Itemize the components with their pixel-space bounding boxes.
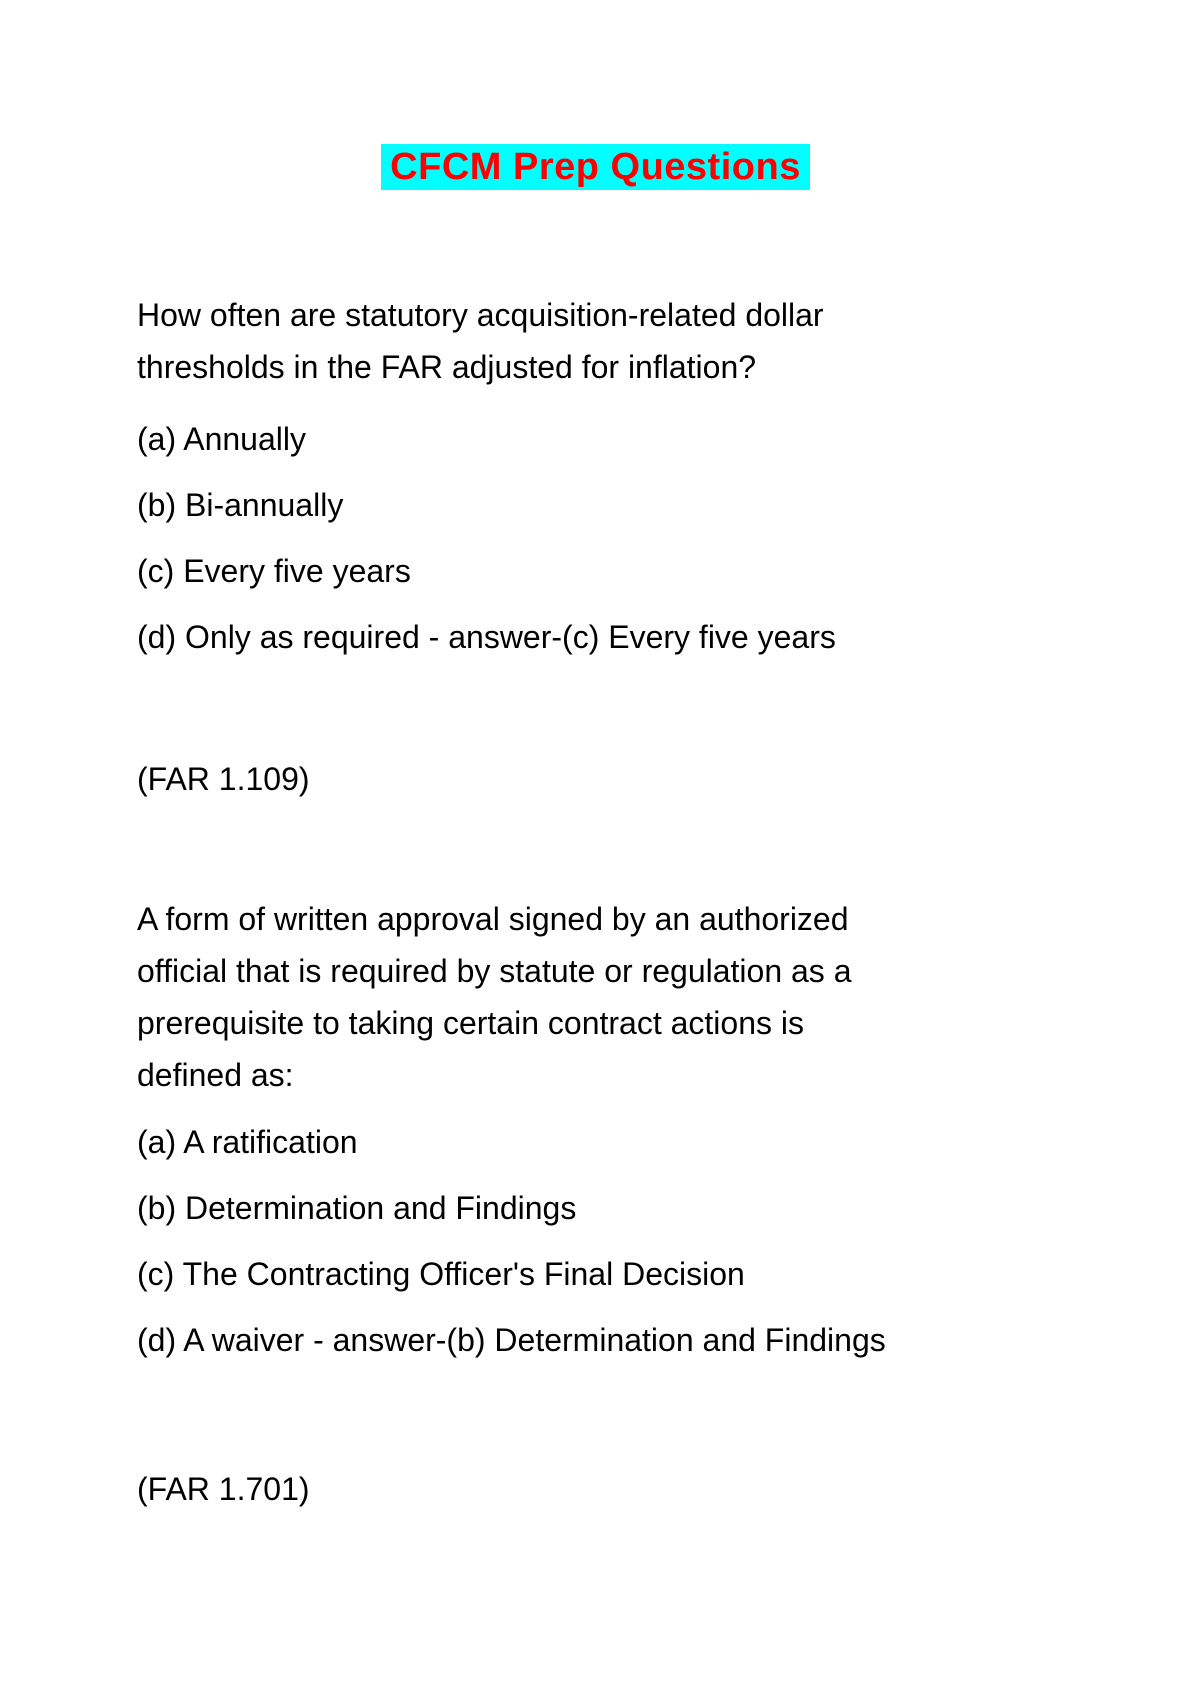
question-2-far-reference: (FAR 1.701) <box>137 1471 310 1507</box>
question-1-text-line-2: thresholds in the FAR adjusted for inflation? <box>137 349 757 385</box>
question-1-option-b: (b) Bi-annually <box>137 487 344 523</box>
question-block-1 <box>137 289 1101 805</box>
question-1-option-a: (a) Annually <box>137 421 306 457</box>
question-2-options <box>137 1116 1101 1366</box>
question-1-option-c: (c) Every five years <box>137 553 411 589</box>
question-2-text-line-2: official that is required by statute or regulation as a <box>137 953 852 989</box>
title-row <box>0 0 1191 190</box>
question-2-text <box>137 893 1101 1101</box>
document-content <box>0 289 1191 1515</box>
question-2-option-a: (a) A ratification <box>137 1124 358 1160</box>
question-1-option-d: (d) Only as required - answer-(c) Every five years <box>137 619 836 655</box>
page-title: CFCM Prep Questions <box>381 144 810 190</box>
question-2-text-line-4: defined as: <box>137 1057 294 1093</box>
question-1-far-reference: (FAR 1.109) <box>137 761 310 797</box>
question-2-text-line-3: prerequisite to taking certain contract actions is <box>137 1005 804 1041</box>
question-1-text-line-1: How often are statutory acquisition-related dollar <box>137 297 824 333</box>
question-2-option-c: (c) The Contracting Officer's Final Decision <box>137 1256 745 1292</box>
question-block-2 <box>137 893 1101 1515</box>
question-2-option-b: (b) Determination and Findings <box>137 1190 577 1226</box>
question-1-options <box>137 413 1101 663</box>
question-2-option-d: (d) A waiver - answer-(b) Determination and Findings <box>137 1322 886 1358</box>
question-1-text <box>137 289 1101 393</box>
question-2-text-line-1: A form of written approval signed by an authorized <box>137 901 849 937</box>
